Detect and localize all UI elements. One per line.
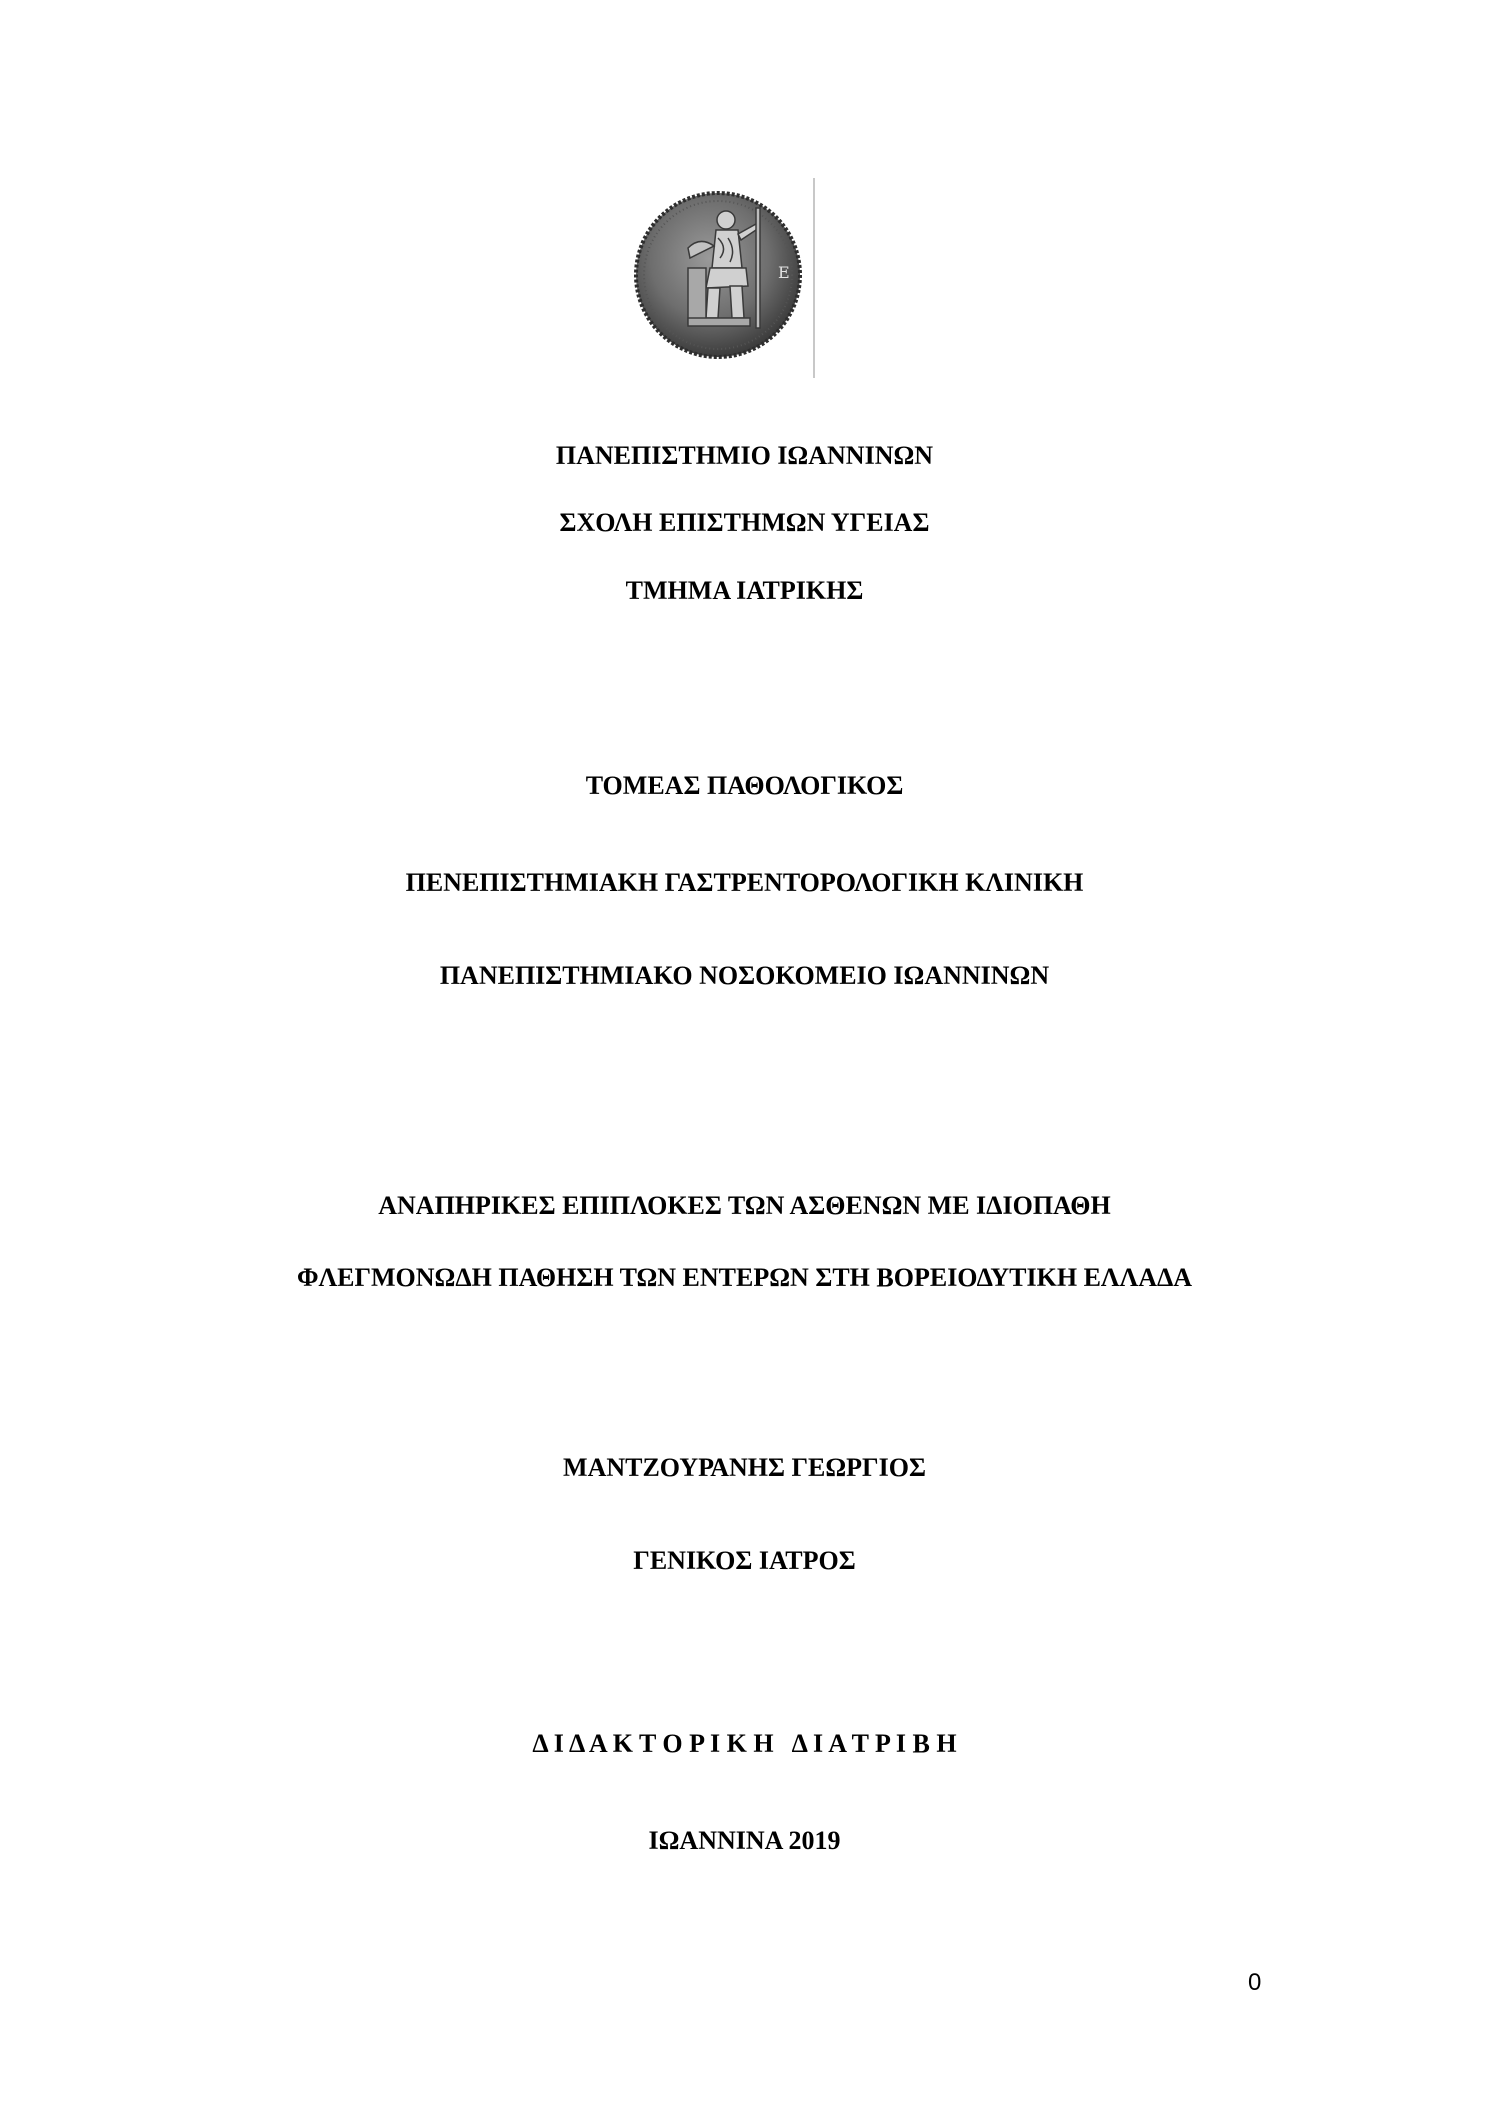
- school-name: ΣΧΟΛΗ ΕΠΙΣΤΗΜΩΝ ΥΓΕΙΑΣ: [559, 508, 930, 537]
- document-type: Δ Ι Δ Α Κ Τ Ο Ρ Ι Κ Η Δ Ι Α Τ Ρ Ι Β Η: [532, 1729, 957, 1758]
- author-role: ΓΕΝΙΚΟΣ ΙΑΤΡΟΣ: [633, 1546, 856, 1575]
- author-name: ΜΑΝΤΖΟΥΡΑΝΗΣ ΓΕΩΡΓΙΟΣ: [563, 1453, 926, 1482]
- sector-name: ΤΟΜΕΑΣ ΠΑΘΟΛΟΓΙΚΟΣ: [585, 771, 904, 800]
- place-year: ΙΩΑΝΝΙΝΑ 2019: [648, 1826, 841, 1855]
- hospital-name: ΠΑΝΕΠΙΣΤΗΜΙΑΚΟ ΝΟΣΟΚΟΜΕΙΟ ΙΩΑΝΝΙΝΩΝ: [439, 961, 1050, 990]
- university-name: ΠΑΝΕΠΙΣΤΗΜΙΟ ΙΩΑΝΝΙΝΩΝ: [555, 441, 934, 470]
- thesis-title-line-1: ΑΝΑΠΗΡΙΚΕΣ ΕΠΙΠΛΟΚΕΣ ΤΩΝ ΑΣΘΕΝΩΝ ΜΕ ΙΔΙΟΠΑΘΗ: [378, 1191, 1111, 1220]
- department-name: ΤΜΗΜΑ ΙΑΤΡΙΚΗΣ: [625, 576, 864, 605]
- page-number: 0: [1248, 1969, 1262, 1996]
- seal-divider: [813, 178, 815, 378]
- thesis-title-line-2: ΦΛΕΓΜΟΝΩΔΗ ΠΑΘΗΣΗ ΤΩΝ ΕΝΤΕΡΩΝ ΣΤΗ ΒΟΡΕΙΟΔΥΤΙΚΗ ΕΛΛΑΔΑ: [296, 1263, 1193, 1292]
- ancient-coin-seal-icon: [628, 178, 818, 378]
- clinic-name: ΠΕΝΕΠΙΣΤΗΜΙΑΚΗ ΓΑΣΤΡΕΝΤΟΡΟΛΟΓΙΚΗ ΚΛΙΝΙΚΗ: [405, 868, 1084, 897]
- coin-letter: E: [778, 263, 790, 282]
- seal-graphic: [628, 178, 818, 378]
